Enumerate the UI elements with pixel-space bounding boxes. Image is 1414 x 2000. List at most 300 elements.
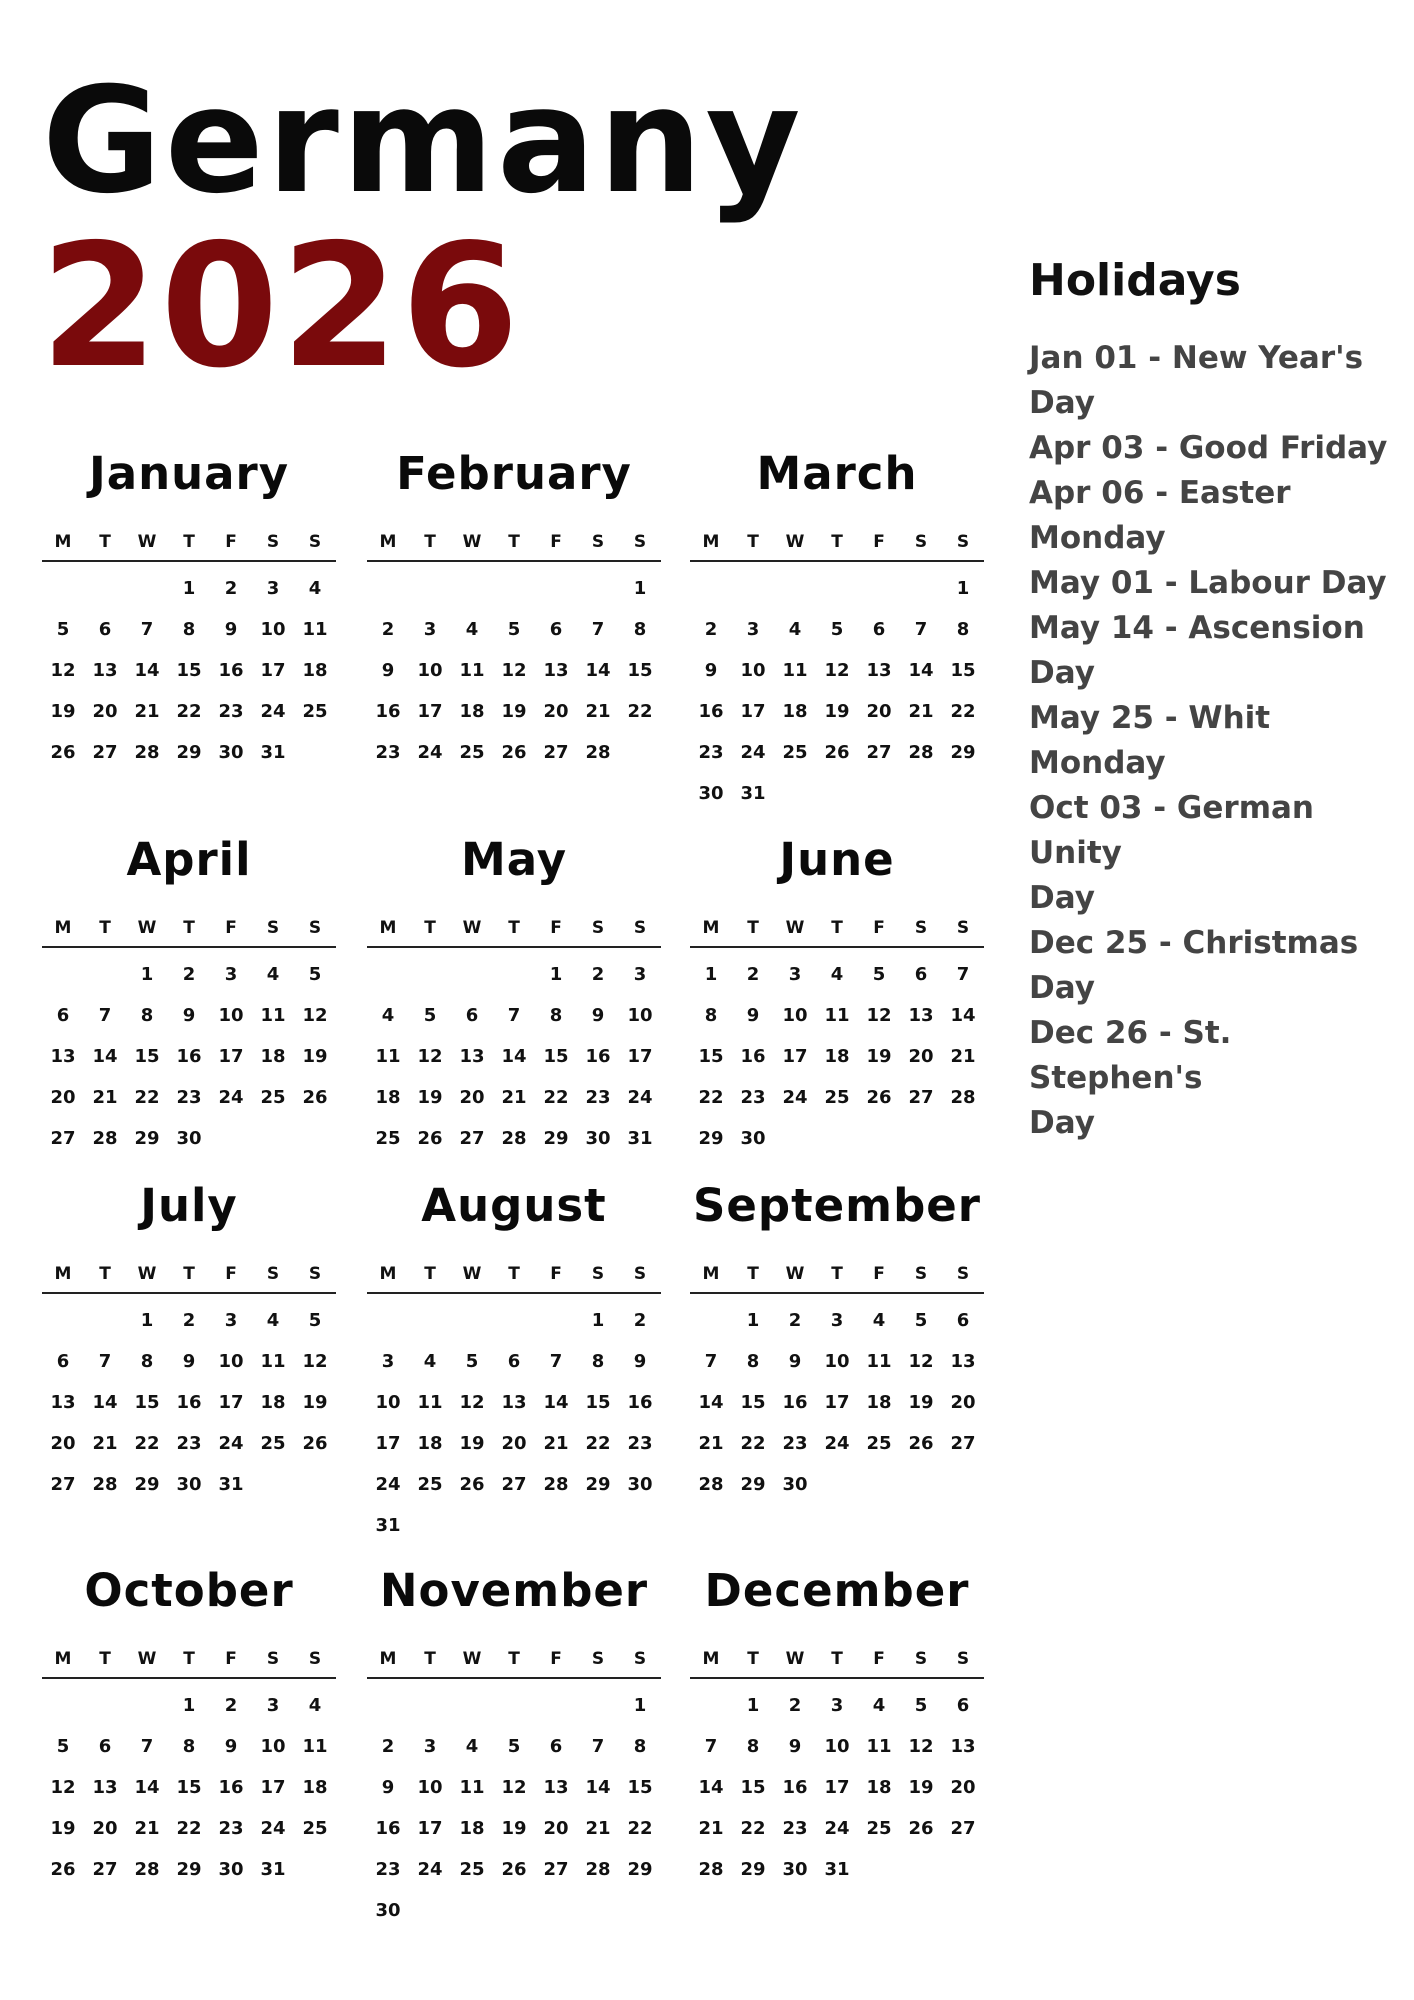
- empty-cell: [367, 1300, 409, 1341]
- empty-cell: [84, 1685, 126, 1726]
- day-cell: 28: [92, 1474, 118, 1495]
- empty-cell: [409, 1300, 451, 1341]
- day-cell: 9: [788, 1351, 802, 1372]
- holiday-item: May 14 - Ascension Day: [1029, 610, 1365, 691]
- weekday-header: [367, 1264, 661, 1294]
- day-cell: 24: [824, 1818, 850, 1839]
- day-cell: 8: [633, 1736, 647, 1757]
- weekday-label: M: [54, 532, 72, 552]
- day-cell: 18: [417, 1433, 443, 1454]
- day-cell: 15: [627, 660, 653, 681]
- weekday-label: W: [137, 1649, 157, 1669]
- day-cell: 24: [417, 1859, 443, 1880]
- day-cell: 27: [950, 1818, 976, 1839]
- day-cell: 2: [704, 619, 718, 640]
- day-cell: 18: [459, 1818, 485, 1839]
- weekday-header: [367, 1649, 661, 1679]
- day-cell: 4: [423, 1351, 437, 1372]
- weekday-header: [690, 918, 984, 948]
- weekday-label: M: [702, 1649, 720, 1669]
- day-cell: 2: [381, 1736, 395, 1757]
- month-september: [690, 1178, 984, 1505]
- day-cell: 13: [459, 1046, 485, 1067]
- day-cell: 2: [788, 1310, 802, 1331]
- day-cell: 10: [260, 1736, 286, 1757]
- month-name: June: [779, 833, 895, 886]
- day-cell: 19: [50, 1818, 76, 1839]
- day-cell: 12: [501, 660, 527, 681]
- holidays-panel: [1029, 255, 1399, 1146]
- month-january: [42, 446, 336, 773]
- day-cell: 10: [218, 1351, 244, 1372]
- day-cell: 14: [92, 1046, 118, 1067]
- day-cell: 7: [914, 619, 928, 640]
- day-cell: 16: [218, 1777, 244, 1798]
- day-cell: 25: [302, 701, 328, 722]
- weekday-label: M: [379, 532, 397, 552]
- day-cell: 11: [459, 660, 485, 681]
- day-cell: 13: [92, 660, 118, 681]
- weekday-header: [42, 1264, 336, 1294]
- day-cell: 16: [218, 660, 244, 681]
- day-cell: 13: [50, 1392, 76, 1413]
- day-cell: 19: [908, 1392, 934, 1413]
- holiday-item: Dec 25 - Christmas Day: [1029, 925, 1359, 1006]
- day-cell: 13: [908, 1005, 934, 1026]
- day-cell: 8: [182, 1736, 196, 1757]
- day-cell: 21: [92, 1087, 118, 1108]
- day-cell: 26: [501, 742, 527, 763]
- day-cell: 19: [866, 1046, 892, 1067]
- day-cell: 2: [182, 964, 196, 985]
- day-cell: 11: [375, 1046, 401, 1067]
- day-cell: 3: [224, 964, 238, 985]
- weekday-label: T: [508, 1649, 520, 1669]
- day-cell: 16: [375, 1818, 401, 1839]
- day-cell: 11: [459, 1777, 485, 1798]
- day-cell: 28: [698, 1474, 724, 1495]
- weekday-label: T: [424, 918, 436, 938]
- day-cell: 16: [176, 1392, 202, 1413]
- day-cell: 2: [746, 964, 760, 985]
- day-cell: 10: [627, 1005, 653, 1026]
- weekday-header: [42, 532, 336, 562]
- day-cell: 16: [782, 1392, 808, 1413]
- day-cell: 7: [140, 1736, 154, 1757]
- weekday-label: S: [266, 918, 280, 938]
- day-cell: 15: [740, 1392, 766, 1413]
- day-cell: 23: [375, 742, 401, 763]
- day-cell: 3: [266, 1695, 280, 1716]
- day-cell: 19: [459, 1433, 485, 1454]
- day-cell: 24: [627, 1087, 653, 1108]
- month-name: March: [756, 447, 918, 500]
- day-cell: 18: [375, 1087, 401, 1108]
- day-cell: 26: [302, 1433, 328, 1454]
- day-cell: 23: [740, 1087, 766, 1108]
- weekday-label: W: [785, 532, 805, 552]
- day-cell: 26: [459, 1474, 485, 1495]
- month-name: October: [84, 1564, 294, 1617]
- day-cell: 7: [507, 1005, 521, 1026]
- day-cell: 3: [633, 964, 647, 985]
- day-cell: 17: [218, 1046, 244, 1067]
- weekday-label: T: [99, 1649, 111, 1669]
- day-cell: 23: [782, 1818, 808, 1839]
- day-cell: 26: [417, 1128, 443, 1149]
- day-cell: 3: [830, 1310, 844, 1331]
- day-cell: 5: [914, 1310, 928, 1331]
- weekday-label: S: [914, 532, 928, 552]
- day-cell: 5: [465, 1351, 479, 1372]
- day-cell: 24: [260, 701, 286, 722]
- day-cell: 14: [585, 1777, 611, 1798]
- day-cell: 31: [260, 1859, 286, 1880]
- day-cell: 29: [176, 1859, 202, 1880]
- day-cell: 29: [627, 1859, 653, 1880]
- day-cell: 18: [866, 1777, 892, 1798]
- day-cell: 7: [591, 619, 605, 640]
- day-cell: 9: [381, 660, 395, 681]
- weekday-label: W: [137, 532, 157, 552]
- month-december: [690, 1563, 984, 1890]
- weekday-label: W: [462, 918, 482, 938]
- day-cell: 29: [134, 1474, 160, 1495]
- weekday-label: T: [99, 532, 111, 552]
- holidays-list: [1029, 336, 1399, 1146]
- day-cell: 4: [465, 619, 479, 640]
- weekday-label: M: [54, 918, 72, 938]
- day-cell: 28: [698, 1859, 724, 1880]
- day-cell: 23: [627, 1433, 653, 1454]
- weekday-label: W: [137, 918, 157, 938]
- day-cell: 26: [501, 1859, 527, 1880]
- day-cell: 4: [266, 964, 280, 985]
- day-cell: 21: [92, 1433, 118, 1454]
- day-cell: 21: [585, 701, 611, 722]
- weekday-label: S: [591, 1264, 605, 1284]
- day-cell: 14: [134, 660, 160, 681]
- days-grid: [42, 1685, 336, 1890]
- empty-cell: [451, 954, 493, 995]
- weekday-label: M: [379, 1264, 397, 1284]
- day-cell: 20: [501, 1433, 527, 1454]
- day-cell: 10: [824, 1736, 850, 1757]
- day-cell: 25: [824, 1087, 850, 1108]
- day-cell: 24: [260, 1818, 286, 1839]
- day-cell: 9: [182, 1351, 196, 1372]
- day-cell: 22: [740, 1433, 766, 1454]
- day-cell: 29: [740, 1474, 766, 1495]
- weekday-label: S: [914, 918, 928, 938]
- day-cell: 21: [698, 1433, 724, 1454]
- day-cell: 16: [585, 1046, 611, 1067]
- day-cell: 6: [872, 619, 886, 640]
- day-cell: 17: [740, 701, 766, 722]
- weekday-label: S: [633, 532, 647, 552]
- month-august: [367, 1178, 661, 1546]
- weekday-label: M: [702, 532, 720, 552]
- day-cell: 8: [182, 619, 196, 640]
- day-cell: 7: [956, 964, 970, 985]
- month-may: [367, 832, 661, 1159]
- day-cell: 8: [140, 1351, 154, 1372]
- days-grid: [367, 568, 661, 773]
- empty-cell: [451, 1685, 493, 1726]
- day-cell: 17: [782, 1046, 808, 1067]
- day-cell: 8: [746, 1736, 760, 1757]
- day-cell: 31: [218, 1474, 244, 1495]
- weekday-label: S: [914, 1264, 928, 1284]
- empty-cell: [493, 568, 535, 609]
- days-grid: [367, 1300, 661, 1546]
- empty-cell: [42, 568, 84, 609]
- day-cell: 29: [585, 1474, 611, 1495]
- month-july: [42, 1178, 336, 1505]
- day-cell: 20: [866, 701, 892, 722]
- day-cell: 12: [302, 1351, 328, 1372]
- day-cell: 7: [140, 619, 154, 640]
- day-cell: 12: [50, 1777, 76, 1798]
- day-cell: 5: [914, 1695, 928, 1716]
- day-cell: 22: [740, 1818, 766, 1839]
- day-cell: 2: [224, 1695, 238, 1716]
- day-cell: 20: [459, 1087, 485, 1108]
- day-cell: 13: [950, 1351, 976, 1372]
- day-cell: 31: [740, 783, 766, 804]
- holiday-item: Jan 01 - New Year's Day: [1029, 340, 1364, 421]
- weekday-label: M: [379, 1649, 397, 1669]
- day-cell: 23: [176, 1433, 202, 1454]
- day-cell: 3: [746, 619, 760, 640]
- day-cell: 8: [549, 1005, 563, 1026]
- day-cell: 15: [950, 660, 976, 681]
- weekday-label: S: [308, 1649, 322, 1669]
- day-cell: 27: [908, 1087, 934, 1108]
- day-cell: 29: [543, 1128, 569, 1149]
- weekday-label: S: [266, 532, 280, 552]
- day-cell: 20: [950, 1392, 976, 1413]
- day-cell: 24: [375, 1474, 401, 1495]
- weekday-label: S: [591, 1649, 605, 1669]
- day-cell: 2: [182, 1310, 196, 1331]
- day-cell: 15: [585, 1392, 611, 1413]
- weekday-label: M: [702, 1264, 720, 1284]
- month-name: February: [396, 447, 632, 500]
- day-cell: 1: [182, 1695, 196, 1716]
- month-name: November: [379, 1564, 649, 1617]
- month-name: December: [704, 1564, 970, 1617]
- weekday-label: S: [633, 1649, 647, 1669]
- day-cell: 16: [740, 1046, 766, 1067]
- weekday-header: [690, 532, 984, 562]
- day-cell: 14: [698, 1777, 724, 1798]
- day-cell: 25: [459, 742, 485, 763]
- day-cell: 4: [872, 1695, 886, 1716]
- weekday-header: [367, 532, 661, 562]
- day-cell: 30: [218, 1859, 244, 1880]
- day-cell: 6: [56, 1005, 70, 1026]
- weekday-header: [690, 1649, 984, 1679]
- month-name: July: [140, 1179, 238, 1232]
- day-cell: 16: [782, 1777, 808, 1798]
- weekday-label: T: [424, 1264, 436, 1284]
- weekday-label: S: [308, 1264, 322, 1284]
- weekday-label: W: [785, 1649, 805, 1669]
- day-cell: 31: [260, 742, 286, 763]
- weekday-header: [42, 918, 336, 948]
- day-cell: 7: [591, 1736, 605, 1757]
- day-cell: 13: [50, 1046, 76, 1067]
- day-cell: 5: [507, 1736, 521, 1757]
- day-cell: 28: [585, 742, 611, 763]
- day-cell: 14: [585, 660, 611, 681]
- weekday-label: M: [54, 1264, 72, 1284]
- weekday-label: S: [633, 918, 647, 938]
- day-cell: 2: [381, 619, 395, 640]
- weekday-label: T: [508, 918, 520, 938]
- weekday-label: S: [266, 1264, 280, 1284]
- day-cell: 9: [182, 1005, 196, 1026]
- day-cell: 14: [543, 1392, 569, 1413]
- day-cell: 24: [218, 1433, 244, 1454]
- day-cell: 24: [740, 742, 766, 763]
- weekday-label: F: [873, 1264, 885, 1284]
- day-cell: 27: [543, 742, 569, 763]
- day-cell: 30: [740, 1128, 766, 1149]
- day-cell: 30: [375, 1900, 401, 1921]
- day-cell: 10: [417, 1777, 443, 1798]
- month-june: [690, 832, 984, 1159]
- day-cell: 17: [627, 1046, 653, 1067]
- day-cell: 30: [627, 1474, 653, 1495]
- weekday-label: S: [956, 532, 970, 552]
- weekday-label: M: [379, 918, 397, 938]
- day-cell: 22: [134, 1433, 160, 1454]
- empty-cell: [409, 568, 451, 609]
- days-grid: [690, 568, 984, 814]
- empty-cell: [690, 1685, 732, 1726]
- day-cell: 11: [782, 660, 808, 681]
- day-cell: 19: [908, 1777, 934, 1798]
- day-cell: 25: [302, 1818, 328, 1839]
- empty-cell: [493, 1685, 535, 1726]
- day-cell: 11: [824, 1005, 850, 1026]
- day-cell: 8: [956, 619, 970, 640]
- day-cell: 1: [140, 1310, 154, 1331]
- days-grid: [42, 568, 336, 773]
- day-cell: 18: [302, 660, 328, 681]
- days-grid: [42, 954, 336, 1159]
- day-cell: 25: [459, 1859, 485, 1880]
- empty-cell: [858, 568, 900, 609]
- weekday-label: S: [633, 1264, 647, 1284]
- empty-cell: [535, 1685, 577, 1726]
- empty-cell: [367, 1685, 409, 1726]
- holiday-item: Oct 03 - German Unity Day: [1029, 790, 1314, 916]
- day-cell: 10: [218, 1005, 244, 1026]
- weekday-label: S: [591, 532, 605, 552]
- day-cell: 31: [375, 1515, 401, 1536]
- day-cell: 29: [176, 742, 202, 763]
- day-cell: 19: [50, 701, 76, 722]
- day-cell: 18: [824, 1046, 850, 1067]
- day-cell: 13: [866, 660, 892, 681]
- empty-cell: [732, 568, 774, 609]
- day-cell: 1: [633, 1695, 647, 1716]
- day-cell: 28: [585, 1859, 611, 1880]
- empty-cell: [42, 1685, 84, 1726]
- day-cell: 12: [417, 1046, 443, 1067]
- day-cell: 10: [824, 1351, 850, 1372]
- weekday-label: T: [183, 532, 195, 552]
- weekday-label: S: [308, 918, 322, 938]
- weekday-label: T: [831, 1264, 843, 1284]
- day-cell: 11: [417, 1392, 443, 1413]
- empty-cell: [816, 568, 858, 609]
- holiday-item: Apr 06 - Easter Monday: [1029, 475, 1291, 556]
- day-cell: 20: [950, 1777, 976, 1798]
- day-cell: 22: [950, 701, 976, 722]
- weekday-label: T: [747, 1649, 759, 1669]
- day-cell: 30: [782, 1859, 808, 1880]
- weekday-label: M: [702, 918, 720, 938]
- day-cell: 4: [308, 578, 322, 599]
- day-cell: 7: [98, 1351, 112, 1372]
- day-cell: 23: [375, 1859, 401, 1880]
- empty-cell: [367, 568, 409, 609]
- day-cell: 25: [866, 1818, 892, 1839]
- day-cell: 3: [224, 1310, 238, 1331]
- day-cell: 12: [824, 660, 850, 681]
- day-cell: 26: [824, 742, 850, 763]
- day-cell: 13: [543, 1777, 569, 1798]
- empty-cell: [42, 954, 84, 995]
- month-name: May: [460, 833, 568, 886]
- empty-cell: [126, 568, 168, 609]
- day-cell: 16: [375, 701, 401, 722]
- day-cell: 10: [782, 1005, 808, 1026]
- empty-cell: [42, 1300, 84, 1341]
- weekday-label: T: [183, 1264, 195, 1284]
- holidays-title: Holidays: [1029, 255, 1241, 306]
- weekday-label: F: [873, 918, 885, 938]
- day-cell: 10: [375, 1392, 401, 1413]
- empty-cell: [577, 568, 619, 609]
- weekday-label: F: [550, 1264, 562, 1284]
- day-cell: 11: [866, 1351, 892, 1372]
- day-cell: 15: [134, 1046, 160, 1067]
- day-cell: 21: [950, 1046, 976, 1067]
- day-cell: 22: [134, 1087, 160, 1108]
- day-cell: 11: [302, 1736, 328, 1757]
- empty-cell: [409, 1685, 451, 1726]
- days-grid: [690, 954, 984, 1159]
- day-cell: 21: [908, 701, 934, 722]
- day-cell: 6: [56, 1351, 70, 1372]
- day-cell: 21: [501, 1087, 527, 1108]
- day-cell: 29: [740, 1859, 766, 1880]
- weekday-label: T: [747, 532, 759, 552]
- day-cell: 27: [92, 742, 118, 763]
- day-cell: 27: [543, 1859, 569, 1880]
- day-cell: 30: [218, 742, 244, 763]
- day-cell: 14: [501, 1046, 527, 1067]
- day-cell: 25: [260, 1433, 286, 1454]
- day-cell: 27: [92, 1859, 118, 1880]
- empty-cell: [451, 568, 493, 609]
- weekday-label: T: [183, 1649, 195, 1669]
